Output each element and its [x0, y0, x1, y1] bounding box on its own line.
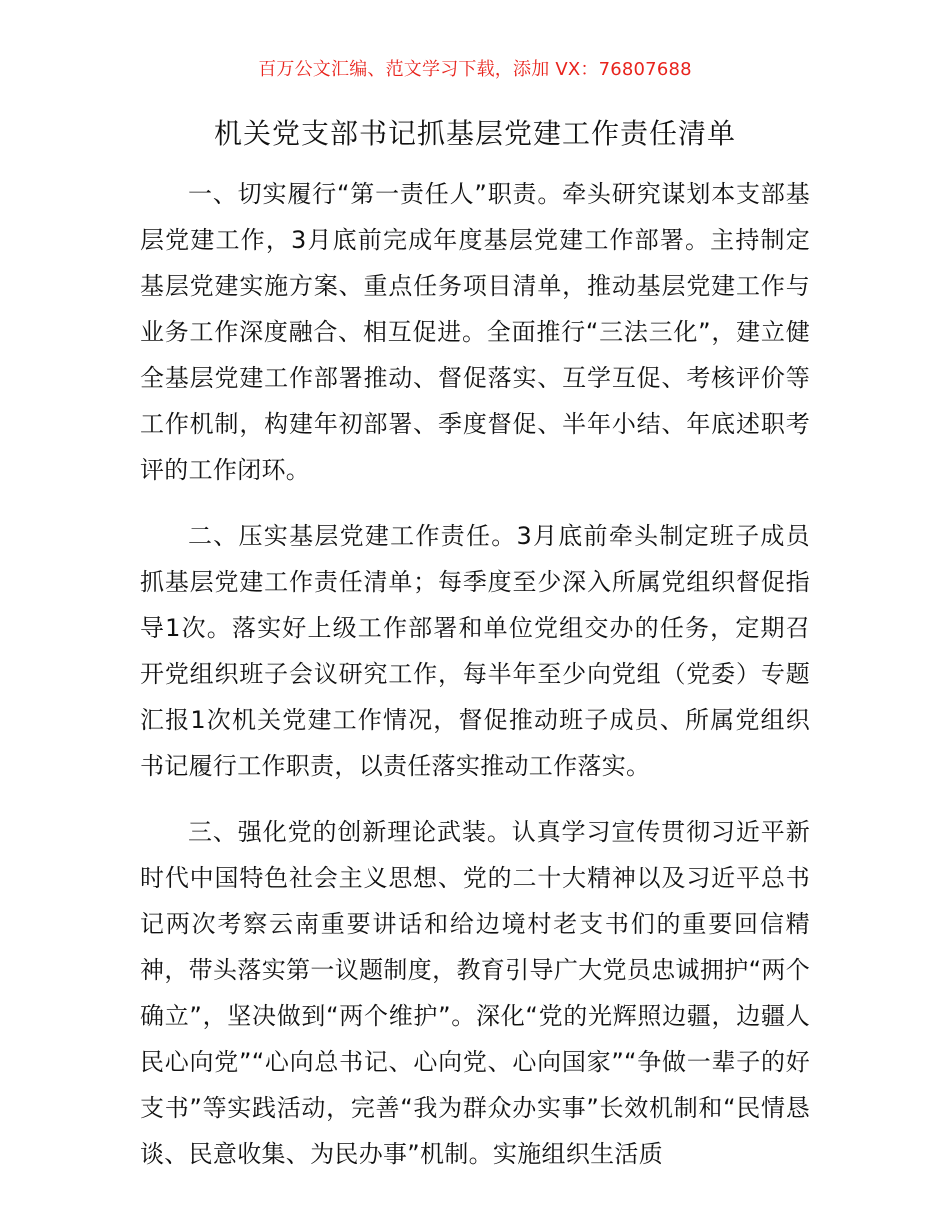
paragraph-2: 二、压实基层党建工作责任。3月底前牵头制定班子成员抓基层党建工作责任清单；每季度至少深入所属党组织督促指导1次。落实好上级工作部署和单位党组交办的任务，定期召开党组织班子会议研究工作，每半年至少向党组（党委）专题汇报1次机关党建工作情况，督促推动班子成员、所属党组织书记履行工作职责，以责任落实推动工作落实。: [140, 522, 810, 780]
watermark-banner: 百万公文汇编、范文学习下载，添加 VX：76807688: [258, 59, 692, 80]
paragraph-3: 三、强化党的创新理论武装。认真学习宣传贯彻习近平新时代中国特色社会主义思想、党的二十大精神以及习近平总书记两次考察云南重要讲话和给边境村老支书们的重要回信精神，带头落实第一议题制度，教育引导广大党员忠诚拥护“两个确立”，坚决做到“两个维护”。深化“党的光辉照边疆，边疆人民心向党”“心向总书记、心向党、心向国家”“争做一辈子的好支书”等实践活动，完善“我为群众办实事”长效机制和“民情恳谈、民意收集、为民办事”机制。实施组织生活质: [140, 818, 810, 1168]
document-body: [140, 171, 810, 1177]
paragraph-1: 一、切实履行“第一责任人”职责。牵头研究谋划本支部基层党建工作，3月底前完成年度基层党建工作部署。主持制定基层党建实施方案、重点任务项目清单，推动基层党建工作与业务工作深度融合、相互促进。全面推行“三法三化”，建立健全基层党建工作部署推动、督促落实、互学互促、考核评价等工作机制，构建年初部署、季度督促、半年小结、年底述职考评的工作闭环。: [140, 180, 810, 484]
page-title: 机关党支部书记抓基层党建工作责任清单: [213, 117, 736, 150]
